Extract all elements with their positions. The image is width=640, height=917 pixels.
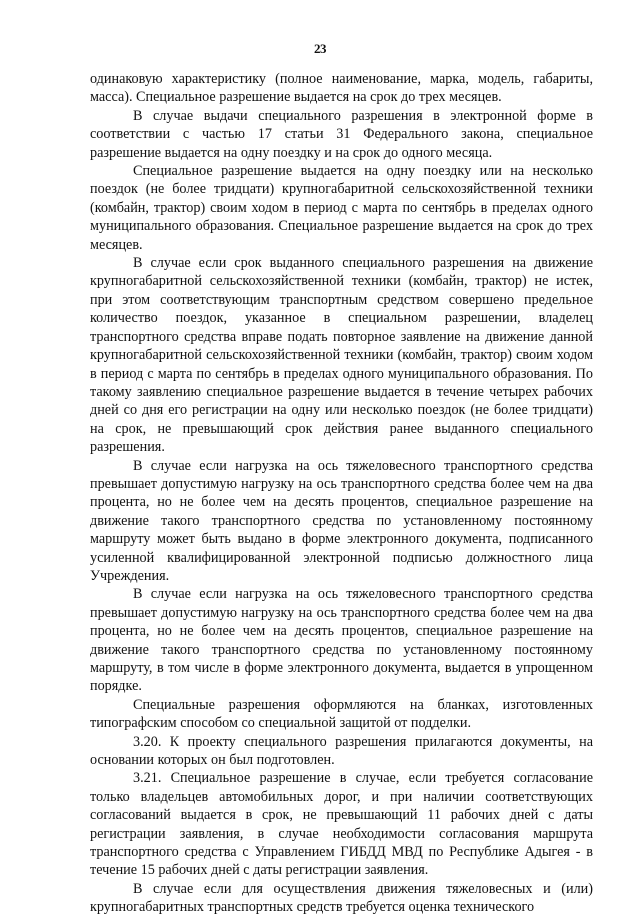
paragraph-agricultural-trips: Специальное разрешение выдается на одну поездку или на несколько поездок (не более тридцати) крупногабаритной сельскохозяйственной техники (комбайн, трактор) своим ходом в период с марта по сентябрь в пределах одного муниципального образования. Специальное разрешение выдается на срок до трех месяцев. <box>90 163 593 253</box>
paragraph-electronic-form: В случае выдачи специального разрешения в электронной форме в соответствии с частью 17 статьи 31 Федерального закона, специальное разрешение выдается на одну поездку и на срок до одного месяца. <box>90 107 593 161</box>
paragraph-3-20: 3.20. К проекту специального разрешения прилагаются документы, на основании которых он был подготовлен. <box>90 733 593 769</box>
paragraph-3-21: 3.21. Специальное разрешение в случае, если требуется согласование только владельцев автомобильных дорог, и при наличии соответствующих согласований выдается в срок, не превышающий 11 рабочих дней с даты регистрации заявления, в случае необходимости согласования маршрута транспортного средства с Управлением ГИБДД МВД по Республике Адыгея - в течение 15 рабочих дней с даты регистрации заявления. <box>90 770 593 879</box>
paragraph-repeat-application: В случае если срок выданного специального разрешения на движение крупногабаритной сельскохозяйственной техники (комбайн, трактор) не истек, при этом соответствующим транспортным средством совершено предельное количество поездок, указанное в специальном разрешении, владелец транспортного средства вправе подать повторное заявление на движение данной крупногабаритной сельскохозяйственной техники (комбайн, трактор) своим ходом в период с марта по сентябрь в пределах одного муниципального образования. По такому заявлению специальное разрешение выдается в течение четырех рабочих дней со дня его регистрации на одну или несколько поездок (не более тридцати) на срок, не превышающий срок действия ранее выданного специального разрешения. <box>90 255 593 456</box>
paragraph-blanks: Специальные разрешения оформляются на бланках, изготовленных типографским способом со специальной защитой от подделки. <box>90 696 593 732</box>
paragraph-technical-assessment: В случае если для осуществления движения тяжеловесных и (или) крупногабаритных транспортных средств требуется оценка технического <box>90 880 593 916</box>
paragraph-axle-load-simplified: В случае если нагрузка на ось тяжеловесного транспортного средства превышает допустимую нагрузку на ось транспортного средства более чем на два процента, но не более чем на десять процентов, специальное разрешение на движение такого транспортного средства по установленному постоянному маршруту, в том числе в форме электронного документа, выдается в упрощенном порядке. <box>90 586 593 695</box>
document-body <box>90 70 593 917</box>
paragraph-axle-load-electronic: В случае если нагрузка на ось тяжеловесного транспортного средства превышает допустимую нагрузку на ось транспортного средства более чем на два процента, но не более чем на десять процентов, специальное разрешение на движение такого транспортного средства по установленному постоянному маршруту может быть выдано в форме электронного документа, подписанного усиленной квалифицированной электронной подписью должностного лица Учреждения. <box>90 457 593 584</box>
paragraph-continuation: одинаковую характеристику (полное наименование, марка, модель, габариты, масса). Специальное разрешение выдается на срок до трех месяцев. <box>90 71 593 106</box>
page-number: 23 <box>314 41 326 56</box>
